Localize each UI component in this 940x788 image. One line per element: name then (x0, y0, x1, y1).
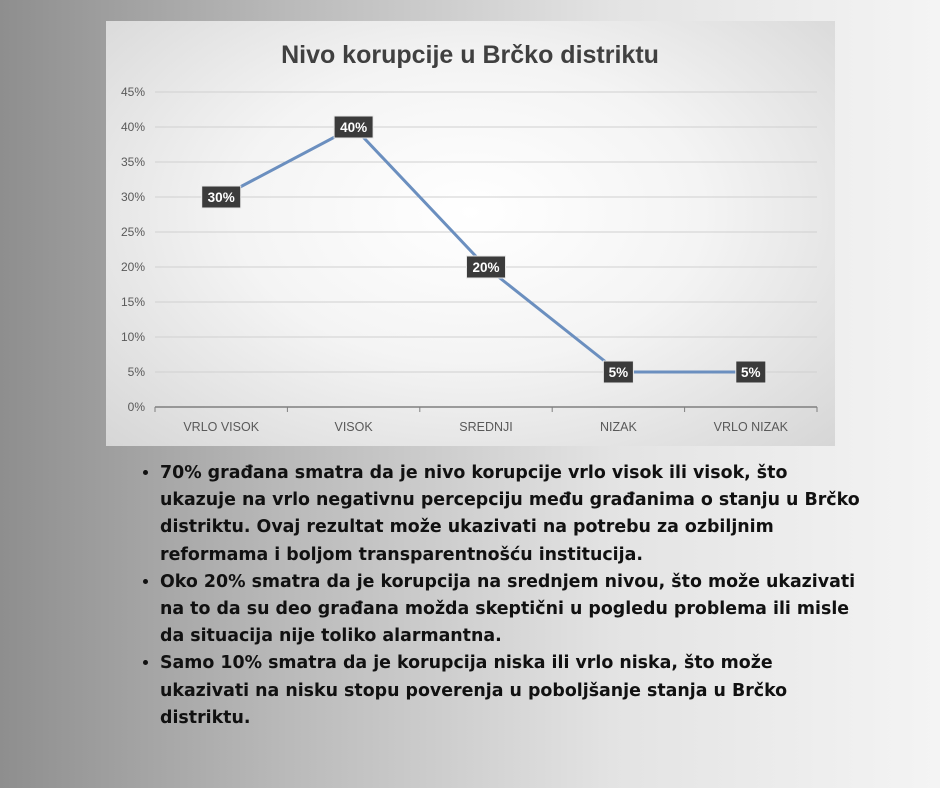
x-tick-label: VRLO NIZAK (713, 420, 788, 434)
findings-list (128, 460, 860, 732)
finding-high: • 70% građana smatra da je nivo korupcije vrlo visok ili visok, što ukazuje na vrlo negativnu percepciju među građanima o stanju u Brčko distriktu. Ovaj rezultat može ukazivati na potrebu za ozbiljnim reformama i boljom transparentnošću institucija. (160, 460, 860, 569)
y-tick-label: 40% (120, 120, 145, 134)
data-label: 5% (608, 365, 629, 380)
y-tick-label: 25% (120, 225, 145, 239)
data-label: 20% (472, 260, 500, 275)
series-line (221, 127, 751, 372)
y-tick-label: 35% (120, 155, 145, 169)
y-tick-label: 10% (120, 330, 145, 344)
y-tick-label: 15% (120, 295, 145, 309)
finding-medium: • Oko 20% smatra da je korupcija na srednjem nivou, što može ukazivati na to da su deo građana možda skeptični u pogledu problema ili misle da situacija nije toliko alarmantna. (160, 569, 860, 651)
finding-low: • Samo 10% smatra da je korupcija niska ili vrlo niska, što može ukazivati na nisku stopu poverenja u poboljšanje stanja u Brčko distriktu. (160, 650, 860, 732)
data-label: 5% (741, 365, 761, 380)
y-tick-label: 0% (127, 400, 145, 414)
x-tick-label: SREDNJI (459, 420, 513, 434)
data-label: 30% (207, 190, 235, 205)
chart-panel (106, 21, 835, 446)
x-tick-label: VISOK (334, 420, 373, 434)
y-tick-label: 5% (127, 365, 145, 379)
y-tick-label: 30% (120, 190, 145, 204)
y-tick-label: 45% (120, 85, 145, 99)
line-chart (106, 21, 835, 446)
x-tick-label: VRLO VISOK (183, 420, 260, 434)
y-tick-label: 20% (120, 260, 145, 274)
data-label: 40% (340, 120, 368, 135)
chart-title: Nivo korupcije u Brčko distriktu (281, 41, 659, 69)
x-tick-label: NIZAK (599, 420, 637, 434)
